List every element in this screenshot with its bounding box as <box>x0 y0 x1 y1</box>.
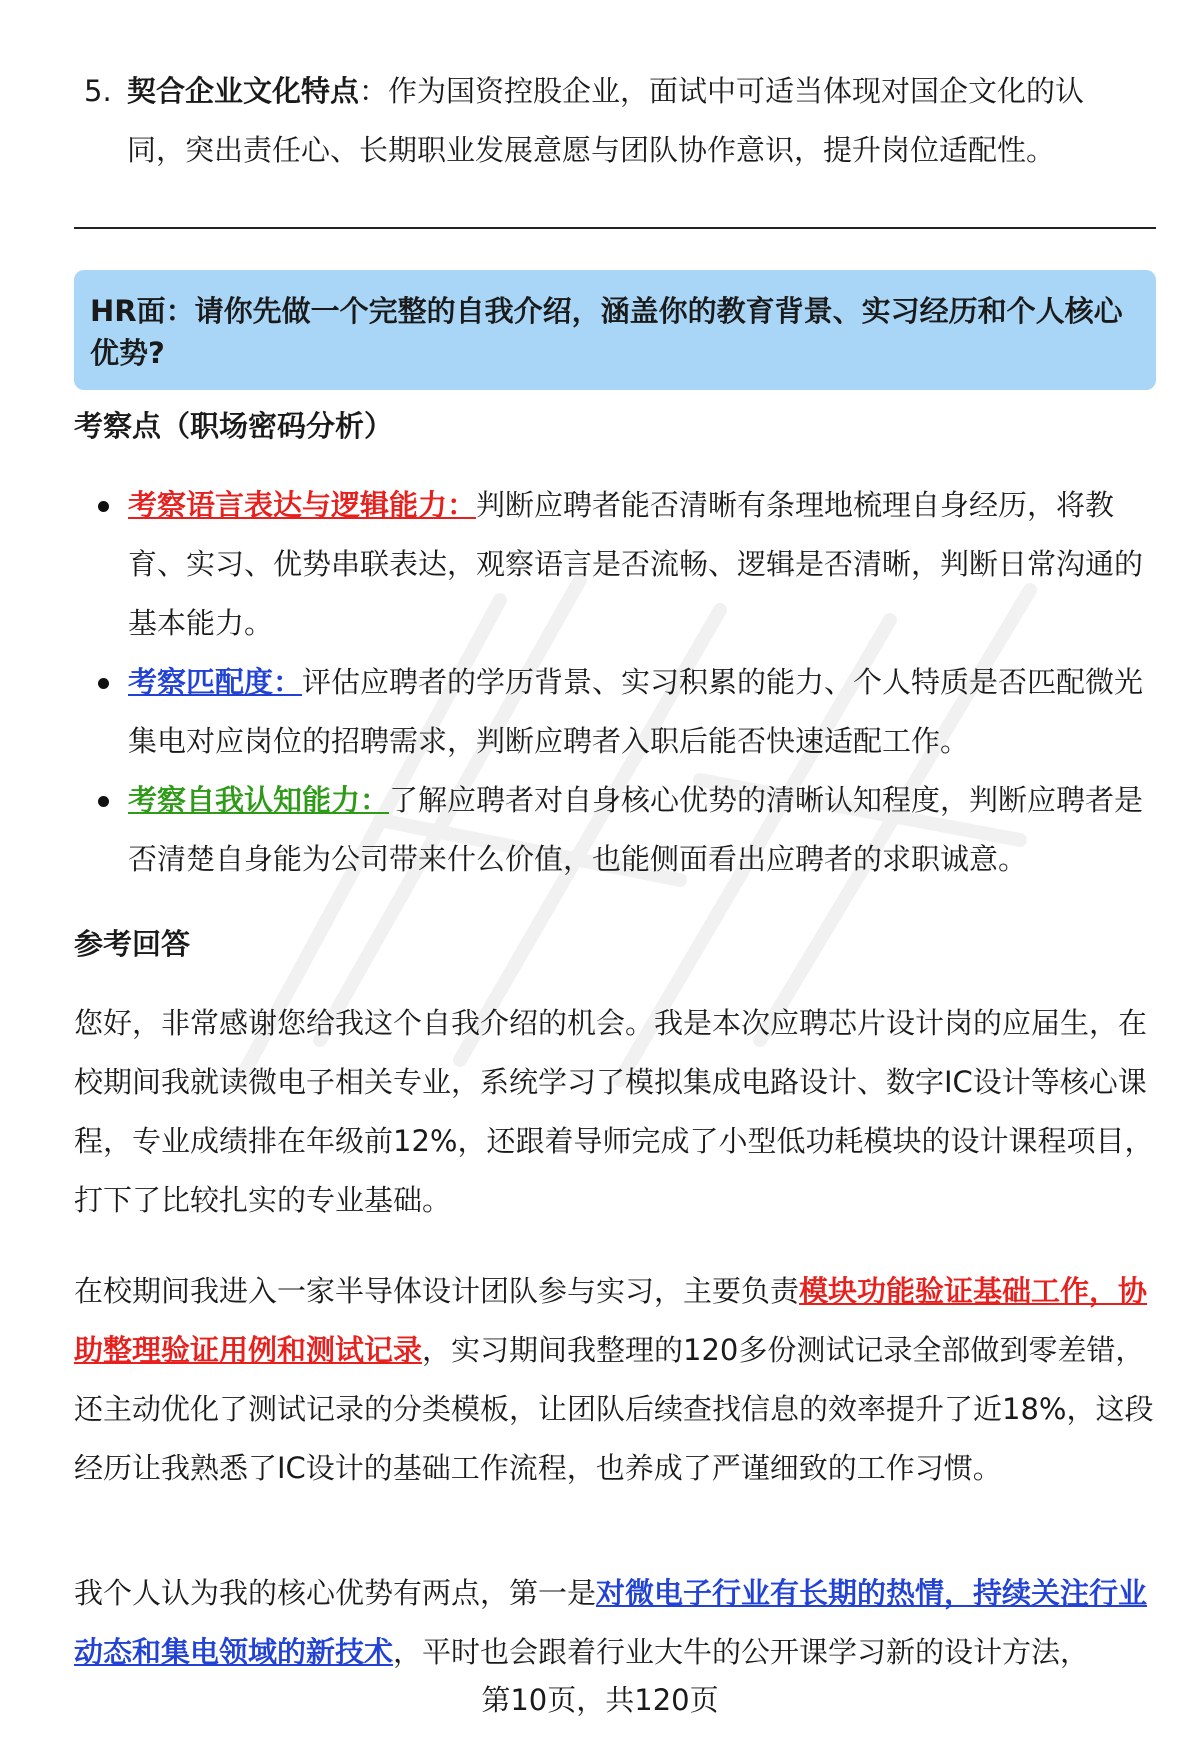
paragraph-text: 在校期间我进入一家半导体设计团队参与实习，主要负责 <box>74 1274 800 1308</box>
question-text: HR面：请你先做一个完整的自我介绍，涵盖你的教育背景、实习经历和个人核心优势? <box>90 294 1123 370</box>
list-number: 5. <box>84 74 112 108</box>
answer-paragraph-internship <box>74 1262 1156 1498</box>
bullet-text: 判断应聘者能否清晰有条理地梳理自身经历，将教育、实习、优势串联表达，观察语言是否流畅、逻辑是否清晰，判断日常沟通的基本能力。 <box>128 488 1144 640</box>
list-item-title: 契合企业文化特点 <box>127 74 360 108</box>
highlight-text: 对微电子行业有长期的热情，持续关注行业动态和集电领域的新技术 <box>74 1576 1148 1669</box>
highlight-text: 模块功能验证基础工作，协助整理验证用例和测试记录 <box>74 1274 1148 1367</box>
list-item-body <box>127 62 1134 180</box>
list-item-text: ：作为国资控股企业，面试中可适当体现对国企文化的认同，突出责任心、长期职业发展意愿与团队协作意识，提升岗位适配性。 <box>127 74 1085 167</box>
bullet-text: 评估应聘者的学历背景、实习积累的能力、个人特质是否匹配微光集电对应岗位的招聘需求，判断应聘者入职后能否快速适配工作。 <box>128 665 1144 758</box>
answer-paragraph-education: 您好，非常感谢您给我这个自我介绍的机会。我是本次应聘芯片设计岗的应届生，在校期间我就读微电子相关专业，系统学习了模拟集成电路设计、数字IC设计等核心课程，专业成绩排在年级前12%，还跟着导师完成了小型低功耗模块的设计课程项目，打下了比较扎实的专业基础。 <box>74 1006 1154 1217</box>
bullet-keyword: 考察自我认知能力： <box>128 783 390 817</box>
inspection-bullet-list <box>74 476 1156 889</box>
bullet-item-self-awareness <box>74 771 1156 889</box>
bullet-text: 了解应聘者对自身核心优势的清晰认知程度，判断应聘者是否清楚自身能为公司带来什么价值，也能侧面看出应聘者的求职诚意。 <box>128 783 1144 876</box>
paragraph-text: ，平时也会跟着行业大牛的公开课学习新的设计方法， <box>393 1635 1090 1669</box>
paragraph-text: ，实习期间我整理的120多份测试记录全部做到零差错，还主动优化了测试记录的分类模板，让团队后续查找信息的效率提升了近18%，这段经历让我熟悉了IC设计的基础工作流程，也养成了严谨细致的工作习惯。 <box>74 1333 1154 1485</box>
question-callout <box>74 270 1156 390</box>
bullet-item-match <box>74 653 1156 771</box>
numbered-list-item <box>84 62 1134 180</box>
inspection-heading: 考察点（职场密码分析） <box>74 409 394 443</box>
bullet-item-language-logic <box>74 476 1156 653</box>
bullet-keyword: 考察匹配度： <box>128 665 303 699</box>
paragraph-text: 我个人认为我的核心优势有两点，第一是 <box>74 1576 597 1610</box>
page-number-footer: 第10页，共120页 <box>481 1683 719 1717</box>
answer-heading: 参考回答 <box>74 927 191 961</box>
bullet-keyword: 考察语言表达与逻辑能力： <box>128 488 477 522</box>
bullet-dot-icon <box>98 678 109 689</box>
answer-paragraph-strengths <box>74 1564 1156 1682</box>
bullet-dot-icon <box>98 796 109 807</box>
bullet-dot-icon <box>98 501 109 512</box>
section-divider <box>74 227 1156 229</box>
